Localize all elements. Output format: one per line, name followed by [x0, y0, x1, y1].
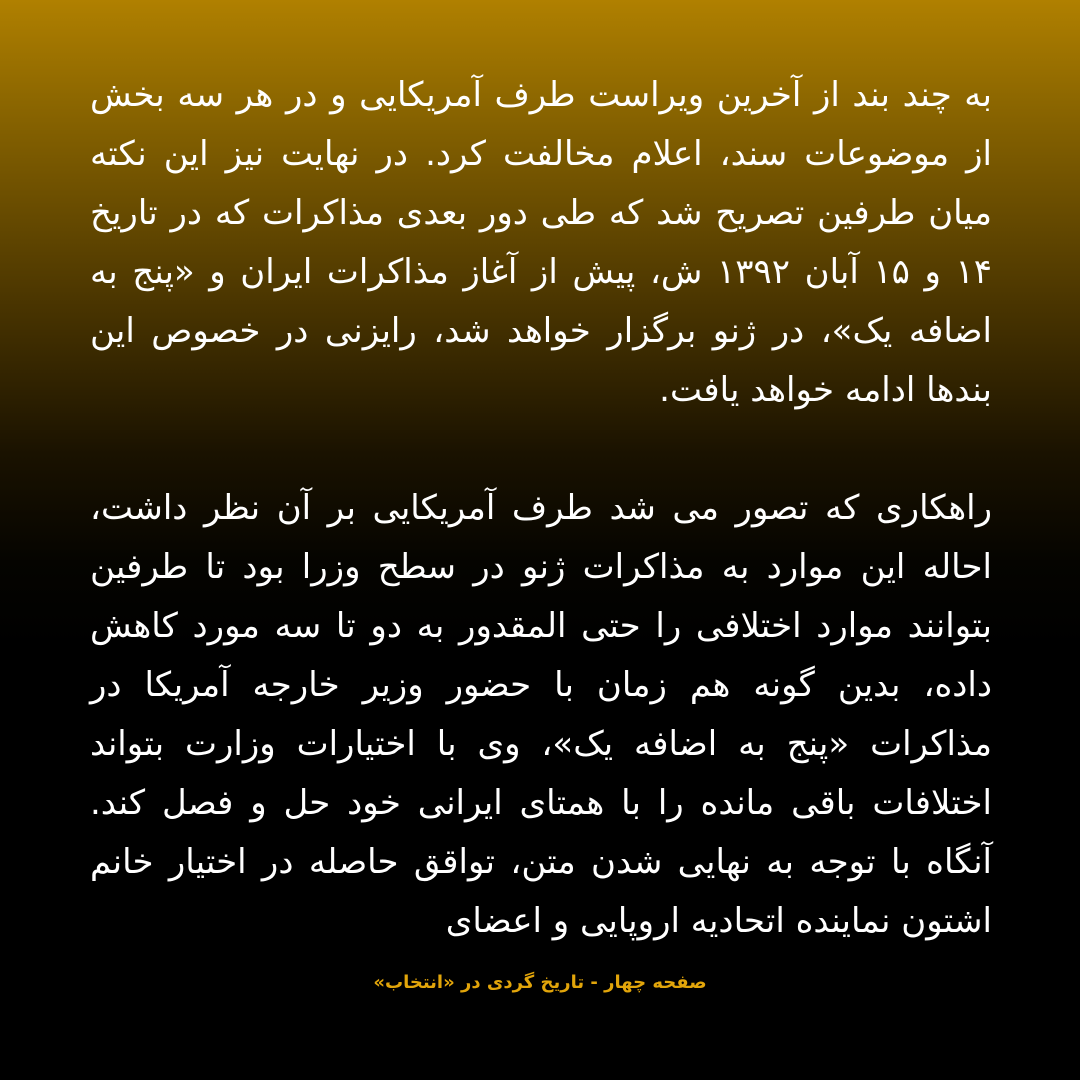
page-footer-caption: صفحه چهار - تاریخ گردی در «انتخاب» [373, 972, 707, 993]
paragraph-2: راهکاری که تصور می شد طرف آمریکایی بر آن نظر داشت، احاله این موارد به مذاکرات ژنو در سطح وزرا بود تا طرفین بتوانند موارد اختلافی را حتی المقدور به دو تا سه مورد کاهش داده، بدین گونه هم زمان با حضور وزیر خارجه آمریکا در مذاکرات «پنج به اضافه یک»، وی با اختیارات وزارت بتواند اختلافات باقی مانده را با همتای ایرانی خود حل و فصل کند. آنگاه با توجه به نهایی شدن متن، تواقق حاصله در اختیار خانم اشتون نماینده اتحادیه اروپایی و اعضای [90, 488, 992, 941]
article-body [90, 66, 992, 951]
paragraph-1: به چند بند از آخرین ویراست طرف آمریکایی و در هر سه بخش از موضوعات سند، اعلام مخالفت کرد. در نهایت نیز این نکته میان طرفین تصریح شد که طی دور بعدی مذاکرات که در تاریخ ۱۴ و ۱۵ آبان ۱۳۹۲ ش، پیش از آغاز مذاکرات ایران و «پنج به اضافه یک»، در ژنو برگزار خواهد شد، رایزنی در خصوص این بندها ادامه خواهد یافت. [90, 75, 992, 410]
